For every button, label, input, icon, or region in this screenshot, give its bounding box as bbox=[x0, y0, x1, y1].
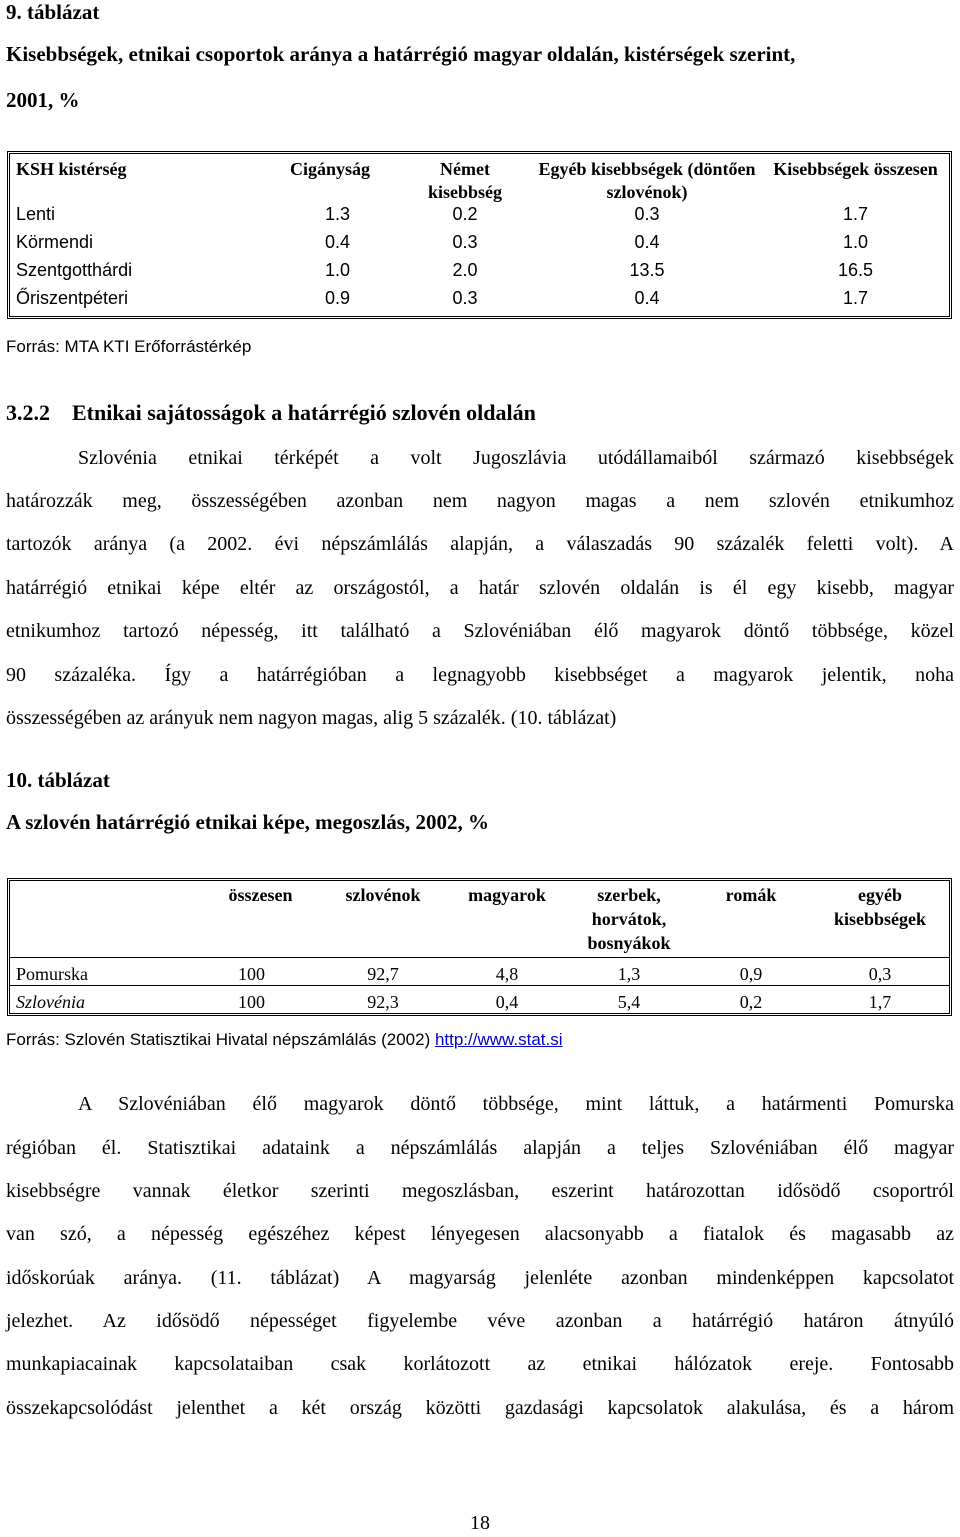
table9-cell: 0.2 bbox=[452, 204, 478, 224]
table9-cell: 0.3 bbox=[452, 288, 478, 308]
paragraph-line: határozzák meg, összességében azonban nem nagyon magas a nem szlovén etnikumhoz bbox=[6, 490, 954, 512]
table9-cell: 0.4 bbox=[324, 232, 350, 252]
table-row bbox=[10, 232, 949, 260]
table10-source-text: Forrás: Szlovén Statisztikai Hivatal népszámlálás (2002) bbox=[6, 1030, 435, 1049]
table9-cell: 0.9 bbox=[324, 288, 350, 308]
table10-header-cell: szlovénok bbox=[345, 885, 421, 905]
paragraph-line: határrégió etnikai képe eltér az országostól, a határ szlovén oldalán is él egy kisebb, magyar bbox=[6, 577, 954, 599]
table9-title-line1: Kisebbségek, etnikai csoportok aránya a határrégió magyar oldalán, kistérségek szerint, bbox=[6, 42, 796, 66]
table10-cell: 92,3 bbox=[319, 986, 447, 1014]
paragraph-line: összességében az arányuk nem nagyon magas, alig 5 százalék. (10. táblázat) bbox=[6, 707, 617, 729]
table9-header-cell: Kisebbségek összesen bbox=[773, 159, 938, 179]
table9-cell: 2.0 bbox=[452, 260, 478, 280]
table10-header-cell bbox=[10, 881, 202, 958]
table9-cell: 0.3 bbox=[452, 232, 478, 252]
table9-number: 9. táblázat bbox=[6, 0, 100, 24]
table9-cell: 1.0 bbox=[324, 260, 350, 280]
table10-header-cell: romák bbox=[725, 885, 777, 905]
table9-cell: Szentgotthárdi bbox=[16, 260, 133, 280]
table9-header-cell: KSH kistérség bbox=[16, 159, 127, 179]
table10-cell: Szlovénia bbox=[10, 986, 202, 1014]
table10-cell: 1,3 bbox=[567, 958, 691, 986]
table9-cell: 16.5 bbox=[837, 260, 874, 280]
table10-source bbox=[6, 1030, 563, 1050]
table-row bbox=[10, 260, 949, 288]
table10-cell: 0,2 bbox=[691, 986, 811, 1014]
table9-title-line2: 2001, % bbox=[6, 88, 80, 112]
paragraph-line: Szlovénia etnikai térképét a volt Jugoszlávia utódállamaiból származó kisebbségek bbox=[78, 447, 954, 469]
table10-header-cell: összesen bbox=[228, 885, 293, 905]
table9-cell: 1.0 bbox=[842, 232, 869, 252]
table10-title: A szlovén határrégió etnikai képe, megoszlás, 2002, % bbox=[6, 810, 489, 834]
table9-cell: 0.3 bbox=[634, 204, 660, 224]
section-heading bbox=[6, 400, 536, 426]
table9-cell: Lenti bbox=[16, 204, 56, 224]
table9-header-row bbox=[10, 154, 949, 204]
section-number: 3.2.2 bbox=[6, 400, 50, 425]
table10-header-cell: szerbek, horvátok, bosnyákok bbox=[587, 885, 671, 953]
table10-cell: 0,9 bbox=[691, 958, 811, 986]
table10-cell: 1,7 bbox=[811, 986, 949, 1014]
table-row bbox=[10, 204, 949, 232]
paragraph-line: van szó, a népesség egészéhez képest lényegesen alacsonyabb a fiatalok és magasabb az bbox=[6, 1223, 954, 1245]
section-title: Etnikai sajátosságok a határrégió szlovén oldalán bbox=[72, 400, 536, 425]
table10-cell: 100 bbox=[202, 986, 319, 1014]
paragraph-line: munkapiacainak kapcsolataiban csak korlátozott az etnikai hálózatok ereje. Fontosabb bbox=[6, 1353, 954, 1375]
table-row bbox=[10, 288, 949, 316]
table9-cell: Őriszentpéteri bbox=[16, 288, 129, 308]
table10-cell: 5,4 bbox=[567, 986, 691, 1014]
table9-header-cell: Német kisebbség bbox=[427, 159, 503, 202]
paragraph-line: A Szlovéniában élő magyarok döntő többsége, mint láttuk, a határmenti Pomurska bbox=[78, 1093, 954, 1115]
table10 bbox=[7, 878, 952, 1016]
table-row bbox=[10, 958, 949, 986]
paragraph-line: 90 százaléka. Így a határrégióban a legnagyobb kisebbséget a magyarok jelentik, noha bbox=[6, 664, 954, 686]
paragraph-line: jelezhet. Az idősödő népességet figyelembe véve azonban a határrégió határon átnyúló bbox=[6, 1310, 954, 1332]
table10-header-cell: magyarok bbox=[468, 885, 546, 905]
table-row bbox=[10, 986, 949, 1014]
table10-number: 10. táblázat bbox=[6, 768, 110, 792]
table9-cell: 13.5 bbox=[629, 260, 665, 280]
table10-cell: 0,4 bbox=[447, 986, 567, 1014]
table9-header-cell: Egyéb kisebbségek (döntően szlovénok) bbox=[538, 159, 756, 202]
paragraph-line: etnikumhoz tartozó népesség, itt található a Szlovéniában élő magyarok döntő többsége, közel bbox=[6, 620, 954, 642]
table9 bbox=[7, 151, 952, 319]
paragraph-line: összekapcsolódást jelenthet a két ország közötti gazdasági kapcsolatok alakulása, és a három bbox=[6, 1397, 954, 1419]
table10-cell: 0,3 bbox=[811, 958, 949, 986]
table9-cell: 1.7 bbox=[842, 204, 869, 224]
table10-header-cell: egyéb kisebbségek bbox=[833, 885, 927, 929]
table9-cell: 0.4 bbox=[634, 232, 660, 252]
paragraph-line: kisebbségre vannak életkor szerinti megoszlásban, eszerint határozottan idősödő csoportról bbox=[6, 1180, 954, 1202]
table10-cell: 92,7 bbox=[319, 958, 447, 986]
table9-source: Forrás: MTA KTI Erőforrástérkép bbox=[6, 337, 252, 356]
table10-header-row bbox=[10, 881, 949, 958]
page-number: 18 bbox=[470, 1512, 490, 1534]
table9-cell: 0.4 bbox=[634, 288, 660, 308]
paragraph-line: tartozók aránya (a 2002. évi népszámlálás alapján, a válaszadás 90 százalék feletti volt). A bbox=[6, 533, 954, 555]
table10-cell: 4,8 bbox=[447, 958, 567, 986]
table9-header-cell: Cigányság bbox=[289, 159, 370, 179]
table9-cell: Körmendi bbox=[16, 232, 94, 252]
table10-cell: 100 bbox=[202, 958, 319, 986]
table9-cell: 1.3 bbox=[324, 204, 350, 224]
source-link[interactable]: http://www.stat.si bbox=[434, 1030, 563, 1049]
table9-cell: 1.7 bbox=[842, 288, 869, 308]
table10-cell: Pomurska bbox=[10, 958, 202, 986]
paragraph-line: időskorúak aránya. (11. táblázat) A magyarság jelenléte azonban mindenképpen kapcsolatot bbox=[6, 1267, 954, 1289]
paragraph-line: régióban él. Statisztikai adataink a népszámlálás alapján a teljes Szlovéniában élő magyar bbox=[6, 1137, 954, 1159]
